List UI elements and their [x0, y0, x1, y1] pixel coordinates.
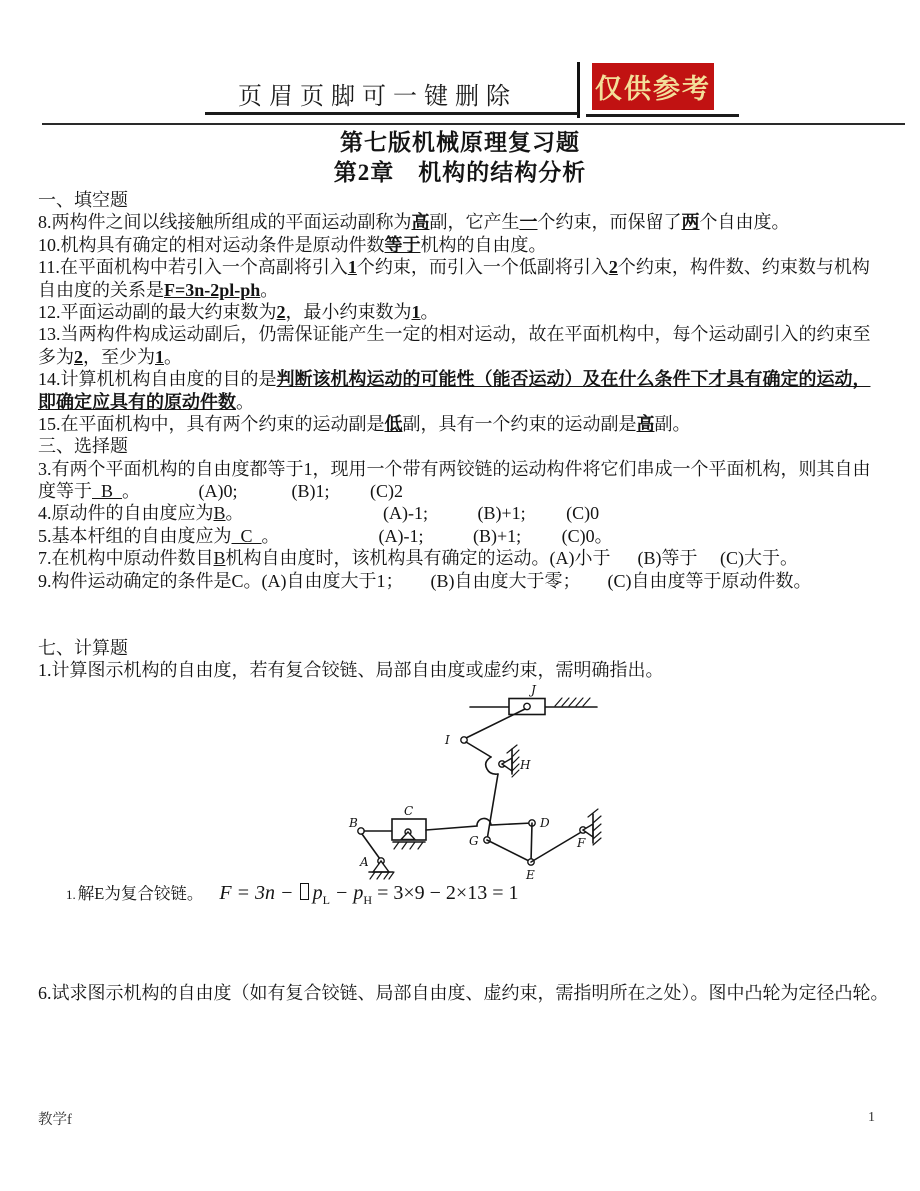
text-segment: (A)-1; (B)+1; (C)0。 — [279, 525, 613, 546]
text-segment: 个约束，而保留了 — [537, 212, 682, 233]
formula-part2: − p — [334, 882, 364, 904]
text-segment: 。 — [236, 391, 254, 412]
text-segment: 13.当两构件构成运动副后，仍需保证能产生一定的相对运动，故在平面机构中，每个运动副引入的约束至 — [38, 324, 871, 345]
solution-number: 1. — [66, 887, 76, 902]
joint-label-b: B — [349, 816, 358, 830]
header-rule-left — [205, 112, 578, 115]
text-line — [38, 413, 912, 435]
text-segment: 9.构件运动确定的条件是C。(A)自由度大于1； (B)自由度大于零； (C)自由度等于原动件数。 — [38, 570, 812, 591]
joint-label-c: C — [404, 804, 414, 818]
formula-part1: F = 3n − — [219, 882, 294, 904]
fixed-pivot-a — [373, 861, 389, 872]
text-segment: ，至少为 — [83, 346, 155, 367]
text-segment: B — [213, 548, 226, 569]
text-line — [38, 525, 912, 547]
formula-sub-l: L — [322, 893, 330, 907]
text-segment: 3.有两个平面机构的自由度都等于1，现用一个带有两铰链的运动构件将它们串成一个平面机构，则其自由 — [38, 458, 871, 479]
body-text — [38, 189, 912, 682]
text-segment: 10.机构具有确定的相对运动条件是原动件数 — [38, 234, 385, 255]
ground-hatch-c — [394, 842, 423, 849]
footer-text: 教学f — [38, 1112, 72, 1128]
text-segment: 4.原动件的自由度应为 — [38, 503, 214, 524]
formula-part3: = 3×9 − 2×13 = 1 — [377, 882, 519, 904]
text-segment: 。 — [225, 503, 244, 524]
joint-label-f: F — [577, 836, 586, 850]
text-line — [38, 301, 912, 323]
page-title: 第七版机械原理复习题 — [340, 130, 580, 155]
text-segment: 14.计算机机构自由度的目的是 — [38, 369, 277, 390]
text-segment: 高 — [411, 212, 430, 233]
text-segment: 高 — [636, 413, 655, 434]
text-segment: 5.基本杆组的自由度应为 — [38, 525, 232, 546]
text-segment: 一、填空题 — [38, 190, 128, 210]
ground-hatch-a — [370, 872, 394, 879]
text-line — [38, 256, 912, 278]
text-segment: 低 — [384, 413, 403, 434]
dof-formula — [219, 882, 518, 908]
text-segment: 多为 — [38, 346, 74, 367]
header-text: 页眉页脚可一键删除 — [238, 84, 517, 110]
text-line — [38, 659, 912, 681]
text-line — [38, 234, 912, 256]
text-segment: 个自由度。 — [699, 212, 790, 233]
joint-label-g: G — [469, 834, 479, 848]
text-segment: (A)-1; (B)+1; (C)0 — [243, 503, 600, 524]
text-line — [38, 614, 912, 636]
text-segment: 度等于 — [38, 481, 92, 502]
header-divider — [577, 62, 580, 118]
joint-label-j: J — [531, 683, 536, 697]
missing-glyph-box — [300, 883, 309, 900]
ground-hatch-top — [555, 698, 590, 706]
text-segment: 2 — [74, 346, 83, 367]
text-segment: 个约束，而引入一个低副将引入 — [356, 257, 609, 278]
text-line — [38, 346, 912, 368]
text-line — [38, 391, 912, 413]
text-segment: 7.在机构中原动件数目 — [38, 548, 214, 569]
text-segment: 副，它产生 — [429, 212, 520, 233]
text-segment: 2 — [608, 257, 618, 278]
text-segment: 12.平面运动副的最大约束数为 — [38, 301, 277, 322]
text-segment: 。 — [420, 301, 439, 322]
text-segment: 15.在平面机构中，具有两个约束的运动副是 — [38, 413, 385, 434]
text-segment: 2 — [276, 301, 286, 322]
text-line — [38, 323, 912, 345]
text-segment: C — [231, 525, 262, 546]
text-segment: ，最小约束数为 — [285, 301, 412, 322]
text-segment: 。 — [164, 346, 182, 367]
joint-label-e: E — [526, 868, 535, 882]
joint-label-a: A — [360, 855, 369, 869]
text-segment: 1.计算图示机构的自由度，若有复合铰链、局部自由度或虚约束，需明确指出。 — [38, 660, 664, 681]
joint-label-i: I — [445, 733, 450, 747]
text-line — [38, 547, 912, 569]
text-segment: (A)0; (B)1; (C)2 — [140, 481, 403, 502]
text-segment: 8.两构件之间以线接触所组成的平面运动副称为 — [38, 212, 412, 233]
text-segment: 副。 — [654, 413, 691, 434]
text-line — [38, 592, 912, 614]
text-segment: B — [213, 503, 226, 524]
solution-line — [66, 880, 518, 908]
header-rule-right — [586, 114, 739, 117]
text-segment: F=3n-2pl-ph — [164, 279, 261, 300]
text-segment: 机构的自由度。 — [420, 234, 547, 255]
text-segment: 即确定应具有的原动件数 — [38, 391, 236, 412]
joint-label-d: D — [540, 816, 550, 830]
text-segment: B — [92, 481, 123, 502]
text-segment: 。 — [122, 481, 141, 502]
text-segment: 1 — [155, 346, 164, 367]
text-line — [38, 502, 912, 524]
text-segment: 机构自由度时，该机构具有确定的运动。(A)小于 (B)等于 (C)大于。 — [225, 548, 798, 569]
text-segment: 个约束，构件数、约束数与机构 — [617, 257, 870, 278]
text-segment: 11.在平面机构中若引入一个高副将引入 — [38, 257, 348, 278]
text-line — [38, 211, 912, 233]
text-segment: 。 — [260, 279, 279, 300]
text-segment: 判断该机构运动的可能性（能否运动）及在什么条件下才具有确定的运动， — [276, 369, 871, 390]
page-number: 1 — [868, 1110, 875, 1125]
text-line — [38, 458, 912, 480]
text-segment: 1 — [411, 301, 421, 322]
text-line — [38, 189, 912, 211]
text-segment: 等于 — [384, 234, 421, 255]
text-segment: 自由度的关系是 — [38, 279, 164, 300]
text-segment: 。 — [261, 525, 280, 546]
text-line — [38, 368, 912, 390]
formula-sub-h: H — [363, 893, 373, 907]
fixed-pivot-h — [502, 758, 512, 771]
text-line — [38, 435, 912, 457]
text-line — [38, 279, 912, 301]
joint-label-h: H — [520, 758, 531, 772]
text-segment: 七、计算题 — [38, 637, 128, 658]
text-segment: 1 — [347, 257, 357, 278]
formula-p1: p — [312, 882, 323, 904]
reference-only-stamp: 仅供参考 — [592, 63, 714, 110]
question-6: 6.试求图示机构的自由度（如有复合铰链、局部自由度、虚约束，需指明所在之处）。图中凸轮为定径凸轮。 — [38, 983, 889, 1003]
chapter-title: 第2章 机构的结构分析 — [333, 160, 587, 185]
solution-text: 解E为复合铰链。 — [77, 884, 204, 903]
text-segment: 两 — [681, 212, 700, 233]
text-segment: 三、选择题 — [38, 436, 128, 457]
text-segment: 副，具有一个约束的运动副是 — [402, 413, 637, 434]
text-line — [38, 480, 912, 502]
mechanism-diagram — [330, 683, 610, 888]
text-line — [38, 570, 912, 592]
text-segment: 一 — [519, 212, 538, 233]
text-line — [38, 637, 912, 659]
